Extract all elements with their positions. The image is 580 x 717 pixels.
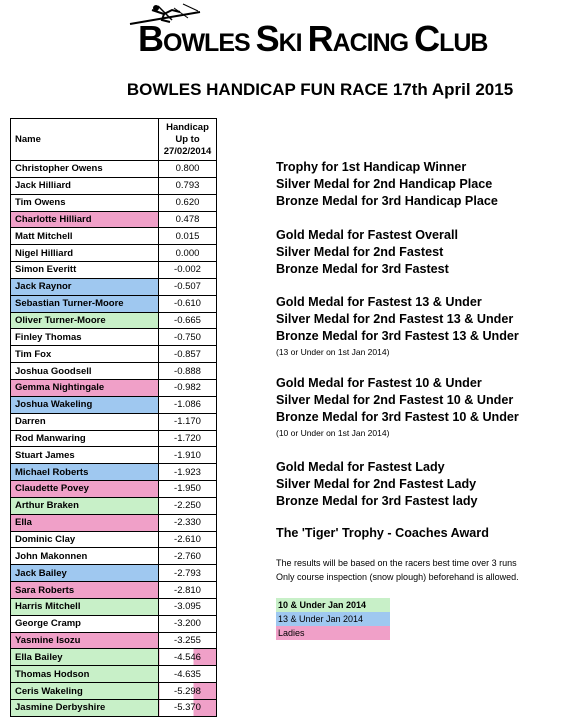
award-item: Gold Medal for Fastest Overall [276,228,458,242]
award-note: (13 or Under on 1st Jan 2014) [276,347,390,357]
racer-name: Nigel Hilliard [11,245,159,262]
handicap-value: -0.750 [159,329,217,346]
table-row [11,278,217,295]
handicap-value: -4.635 [159,666,217,683]
racer-name: Matt Mitchell [11,228,159,245]
award-item: Bronze Medal for 3rd Fastest 10 & Under [276,410,519,424]
award-item: Silver Medal for 2nd Fastest Lady [276,477,477,491]
table-row [11,548,217,565]
table-row [11,312,217,329]
table-row [11,430,217,447]
handicap-value: -0.888 [159,363,217,380]
logo-text [138,18,487,60]
racer-name: Stuart James [11,447,159,464]
logo-word: LUB [439,29,488,57]
handicap-header-line: 27/02/2014 [163,145,212,157]
handicap-value: -0.857 [159,346,217,363]
table-row [11,649,217,666]
handicap-value: -5.298 [159,683,217,700]
handicap-value: -1.950 [159,481,217,498]
handicap-value: -0.610 [159,295,217,312]
table-row [11,700,217,717]
handicap-value: -2.250 [159,497,217,514]
racer-name: Thomas Hodson [11,666,159,683]
table-row [11,413,217,430]
table-row [11,497,217,514]
award-item: Bronze Medal for 3rd Handicap Place [276,194,498,208]
handicap-header-line: Up to [175,133,200,145]
logo-letter: S [255,18,279,59]
racer-name: Ella [11,514,159,531]
handicap-value: -5.370 [159,700,217,717]
award-item: Gold Medal for Fastest Lady [276,460,445,474]
handicap-value: -1.170 [159,413,217,430]
racer-name: Finley Thomas [11,329,159,346]
award-item: Bronze Medal for 3rd Fastest [276,262,449,276]
handicap-value: -1.910 [159,447,217,464]
racer-name: Harris Mitchell [11,598,159,615]
handicap-value: -3.095 [159,598,217,615]
racer-name: Darren [11,413,159,430]
award-item: Gold Medal for Fastest 10 & Under [276,376,482,390]
table-row [11,481,217,498]
award-item: Silver Medal for 2nd Fastest 10 & Under [276,393,514,407]
handicap-value: 0.620 [159,194,217,211]
racer-name: Jack Raynor [11,278,159,295]
table-row [11,666,217,683]
award-item: Gold Medal for Fastest 13 & Under [276,295,482,309]
table-row [11,245,217,262]
award-item: Bronze Medal for 3rd Fastest 13 & Under [276,329,519,343]
table-row [11,632,217,649]
racer-name: Joshua Wakeling [11,396,159,413]
award-item: Silver Medal for 2nd Fastest [276,245,444,259]
logo-word: KI [278,29,308,57]
logo-letter: C [414,18,440,59]
racer-name: Sebastian Turner-Moore [11,295,159,312]
logo-letter: B [138,18,163,59]
racer-name: Claudette Povey [11,481,159,498]
award-item: The 'Tiger' Trophy - Coaches Award [276,526,489,540]
handicap-value: -0.982 [159,379,217,396]
table-row [11,396,217,413]
racer-name: Simon Everitt [11,262,159,279]
award-item: Silver Medal for 2nd Fastest 13 & Under [276,312,514,326]
racer-name: Tim Fox [11,346,159,363]
award-item: Trophy for 1st Handicap Winner [276,160,467,174]
handicap-value: 0.015 [159,228,217,245]
racer-name: Oliver Turner-Moore [11,312,159,329]
table-row [11,262,217,279]
handicap-table [10,118,217,717]
table-row [11,615,217,632]
table-row [11,363,217,380]
racer-name: Rod Manwaring [11,430,159,447]
handicap-header-line: Handicap [166,121,209,133]
racer-name: Jack Hilliard [11,177,159,194]
race-rule: The results will be based on the racers best time over 3 runs [276,558,517,568]
handicap-value: -2.810 [159,582,217,599]
handicap-value: 0.478 [159,211,217,228]
handicap-value: 0.000 [159,245,217,262]
handicap-value: -1.086 [159,396,217,413]
table-row [11,177,217,194]
handicap-value: -0.665 [159,312,217,329]
racer-name: Arthur Braken [11,497,159,514]
handicap-value: -4.546 [159,649,217,666]
table-row [11,514,217,531]
legend-item-u13: 13 & Under Jan 2014 [276,612,390,626]
legend-item-ladies: Ladies [276,626,390,640]
racer-name: Gemma Nightingale [11,379,159,396]
racer-name: Tim Owens [11,194,159,211]
racer-name: Sara Roberts [11,582,159,599]
column-header-handicap [159,119,217,161]
table-row [11,211,217,228]
table-row [11,346,217,363]
table-row [11,329,217,346]
logo-letter: R [307,18,333,59]
handicap-value: -2.793 [159,565,217,582]
racer-name: George Cramp [11,615,159,632]
race-rule: Only course inspection (snow plough) beforehand is allowed. [276,572,519,582]
table-header-row [11,119,217,161]
table-row [11,582,217,599]
handicap-value: -3.255 [159,632,217,649]
racer-name: Michael Roberts [11,464,159,481]
column-header-name: Name [11,119,159,161]
table-row [11,194,217,211]
racer-name: Ceris Wakeling [11,683,159,700]
table-row [11,683,217,700]
handicap-value: -0.507 [159,278,217,295]
handicap-value: 0.800 [159,161,217,178]
logo-word: ACING [332,29,415,57]
handicap-value: -0.002 [159,262,217,279]
racer-name: Jasmine Derbyshire [11,700,159,717]
handicap-value: -2.610 [159,531,217,548]
racer-name: Charlotte Hilliard [11,211,159,228]
handicap-value: 0.793 [159,177,217,194]
award-item: Bronze Medal for 3rd Fastest lady [276,494,478,508]
award-note: (10 or Under on 1st Jan 2014) [276,428,390,438]
racer-name: Jack Bailey [11,565,159,582]
racer-name: Joshua Goodsell [11,363,159,380]
racer-name: Ella Bailey [11,649,159,666]
legend-item-u10: 10 & Under Jan 2014 [276,598,390,612]
table-row [11,565,217,582]
handicap-value: -1.720 [159,430,217,447]
award-item: Silver Medal for 2nd Handicap Place [276,177,493,191]
racer-name: Dominic Clay [11,531,159,548]
table-row [11,228,217,245]
table-row [11,598,217,615]
racer-name: Yasmine Isozu [11,632,159,649]
racer-name: Christopher Owens [11,161,159,178]
table-row [11,295,217,312]
table-row [11,447,217,464]
handicap-value: -2.760 [159,548,217,565]
handicap-value: -1.923 [159,464,217,481]
logo-word: OWLES [163,29,256,57]
table-row [11,161,217,178]
racer-name: John Makonnen [11,548,159,565]
table-row [11,531,217,548]
table-body [11,161,217,717]
club-logo [128,2,488,70]
page-title: BOWLES HANDICAP FUN RACE 17th April 2015 [126,80,514,99]
handicap-value: -2.330 [159,514,217,531]
table-row [11,464,217,481]
color-legend [276,598,390,640]
handicap-value: -3.200 [159,615,217,632]
table-row [11,379,217,396]
